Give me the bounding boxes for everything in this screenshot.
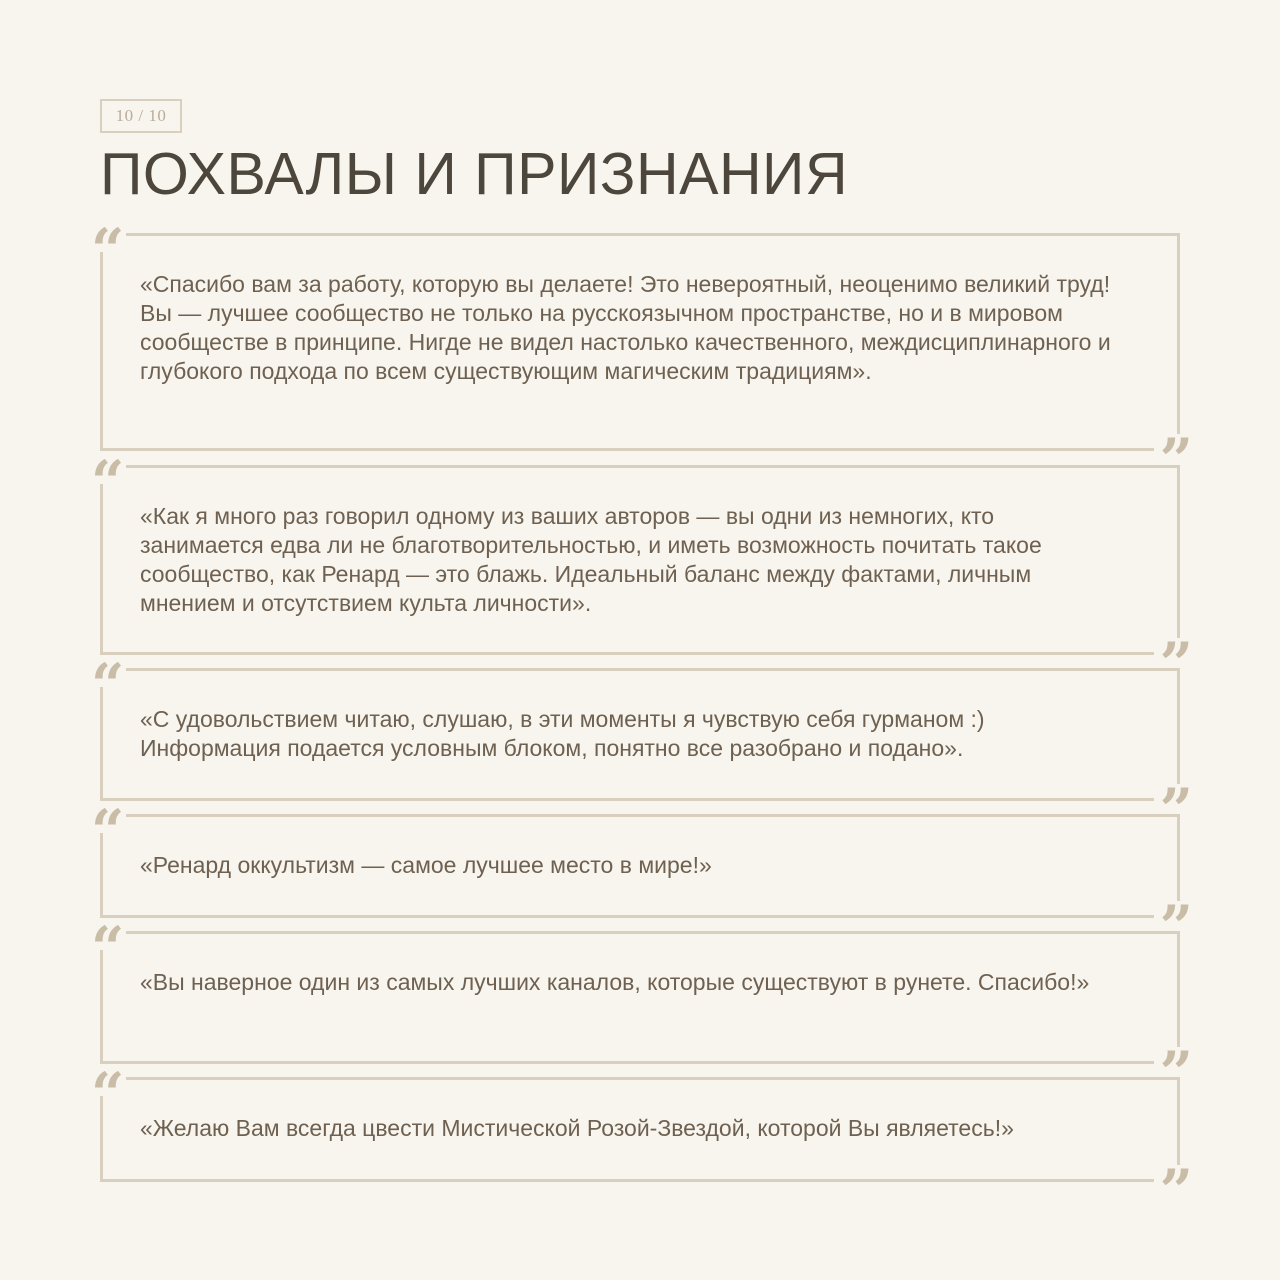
close-quote-icon: ” bbox=[1154, 638, 1191, 666]
testimonial-text: «Спасибо вам за работу, которую вы делаете! Это невероятный, неоценимо великий труд! Вы — лучшее сообщество не только на русскоязычном пространстве, но и в мировом сообществе в принципе. Нигде не видел настолько качественного, междисциплинарного и глубокого подхода по всем существующим магическим традициям». bbox=[140, 271, 1111, 384]
testimonial-card bbox=[91, 651, 1189, 844]
open-quote-icon: “ bbox=[89, 224, 126, 252]
close-quote-icon: ” bbox=[1154, 1165, 1191, 1193]
testimonial-text: «Как я много раз говорил одному из ваших авторов — вы одни из немногих, кто занимается едва ли не благотворительностью, и иметь возможность почитать такое сообщество, как Ренард — это блажь. Идеальный баланс между фактами, личным мнением и отсутствием культа личности». bbox=[140, 503, 1042, 616]
open-quote-icon: “ bbox=[89, 805, 126, 833]
page-title: ПОХВАЛЫ И ПРИЗНАНИЯ bbox=[100, 141, 849, 207]
testimonial-card bbox=[91, 216, 1189, 494]
close-quote-icon: ” bbox=[1154, 434, 1191, 462]
close-quote-icon: ” bbox=[1154, 784, 1191, 812]
close-quote-icon: ” bbox=[1154, 901, 1191, 929]
close-quote-icon: ” bbox=[1154, 1047, 1191, 1075]
testimonial-card bbox=[91, 1060, 1189, 1225]
testimonial-card bbox=[91, 914, 1189, 1107]
testimonial-text: «Ренард оккультизм — самое лучшее место в мире!» bbox=[140, 852, 712, 878]
page-counter: 10 / 10 bbox=[100, 99, 182, 133]
testimonial-text: «Вы наверное один из самых лучших каналов, которые существуют в рунете. Спасибо!» bbox=[140, 969, 1090, 995]
open-quote-icon: “ bbox=[89, 659, 126, 687]
testimonial-card bbox=[91, 797, 1189, 961]
testimonial-text: «Желаю Вам всегда цвести Мистической Розой-Звездой, которой Вы являетесь!» bbox=[140, 1115, 1014, 1141]
open-quote-icon: “ bbox=[89, 1068, 126, 1096]
testimonial-card bbox=[91, 448, 1189, 698]
open-quote-icon: “ bbox=[89, 456, 126, 484]
open-quote-icon: “ bbox=[89, 922, 126, 950]
testimonial-text: «С удовольствием читаю, слушаю, в эти моменты я чувствую себя гурманом :) Информация подается условным блоком, понятно все разобрано и подано». bbox=[140, 706, 985, 761]
